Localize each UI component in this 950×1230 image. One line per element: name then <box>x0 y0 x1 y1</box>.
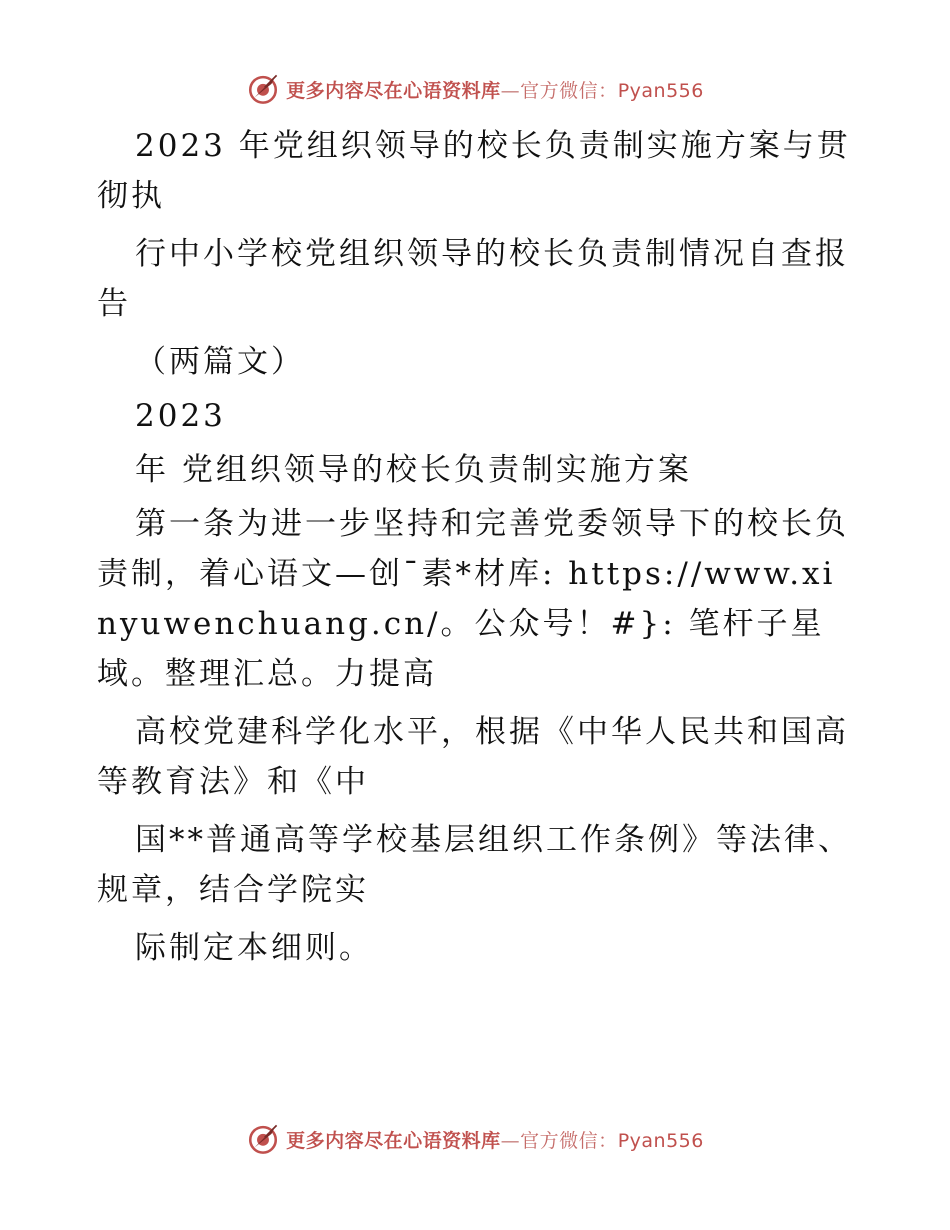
banner-text <box>286 1126 704 1153</box>
banner-main-text: 更多内容尽在心语资料库 <box>286 79 501 102</box>
title-line-1: 2023 年党组织领导的校长负责制实施方案与贯彻执 <box>97 128 851 214</box>
banner-text <box>286 76 704 103</box>
quill-logo-icon <box>246 1122 280 1156</box>
banner-wechat-label: 官方微信： <box>520 79 618 102</box>
article-1-continued-2: 国**普通高等学校基层组织工作条例》等法律、规章，结合学院实 <box>97 822 852 908</box>
banner-dash: — <box>500 79 521 102</box>
banner-wechat-label: 官方微信： <box>520 1129 618 1152</box>
header-banner <box>0 72 950 106</box>
banner-main-text: 更多内容尽在心语资料库 <box>286 1129 501 1152</box>
section-year: 2023 <box>135 398 226 434</box>
quill-logo-icon <box>246 72 280 106</box>
document-body <box>97 121 857 981</box>
title-note: （两篇文） <box>135 344 305 380</box>
banner-wechat-id: Pyan556 <box>617 79 704 102</box>
article-1-continued-3: 际制定本细则。 <box>135 930 373 966</box>
title-line-2: 行中小学校党组织领导的校长负责制情况自查报告 <box>97 236 849 322</box>
section-heading: 年 党组织领导的校长负责制实施方案 <box>135 452 692 488</box>
footer-banner <box>0 1122 950 1156</box>
article-1-paragraph: 第一条为进一步坚持和完善党委领导下的校长负责制，着心语文—创¯素*材库: https://www.xinyuwenchuang.cn/。公众号！#}: 笔杆子星域。整理汇总。力提高 <box>97 506 849 692</box>
banner-dash: — <box>500 1129 521 1152</box>
article-1-continued-1: 高校党建科学化水平，根据《中华人民共和国高等教育法》和《中 <box>97 714 849 800</box>
banner-wechat-id: Pyan556 <box>617 1129 704 1152</box>
